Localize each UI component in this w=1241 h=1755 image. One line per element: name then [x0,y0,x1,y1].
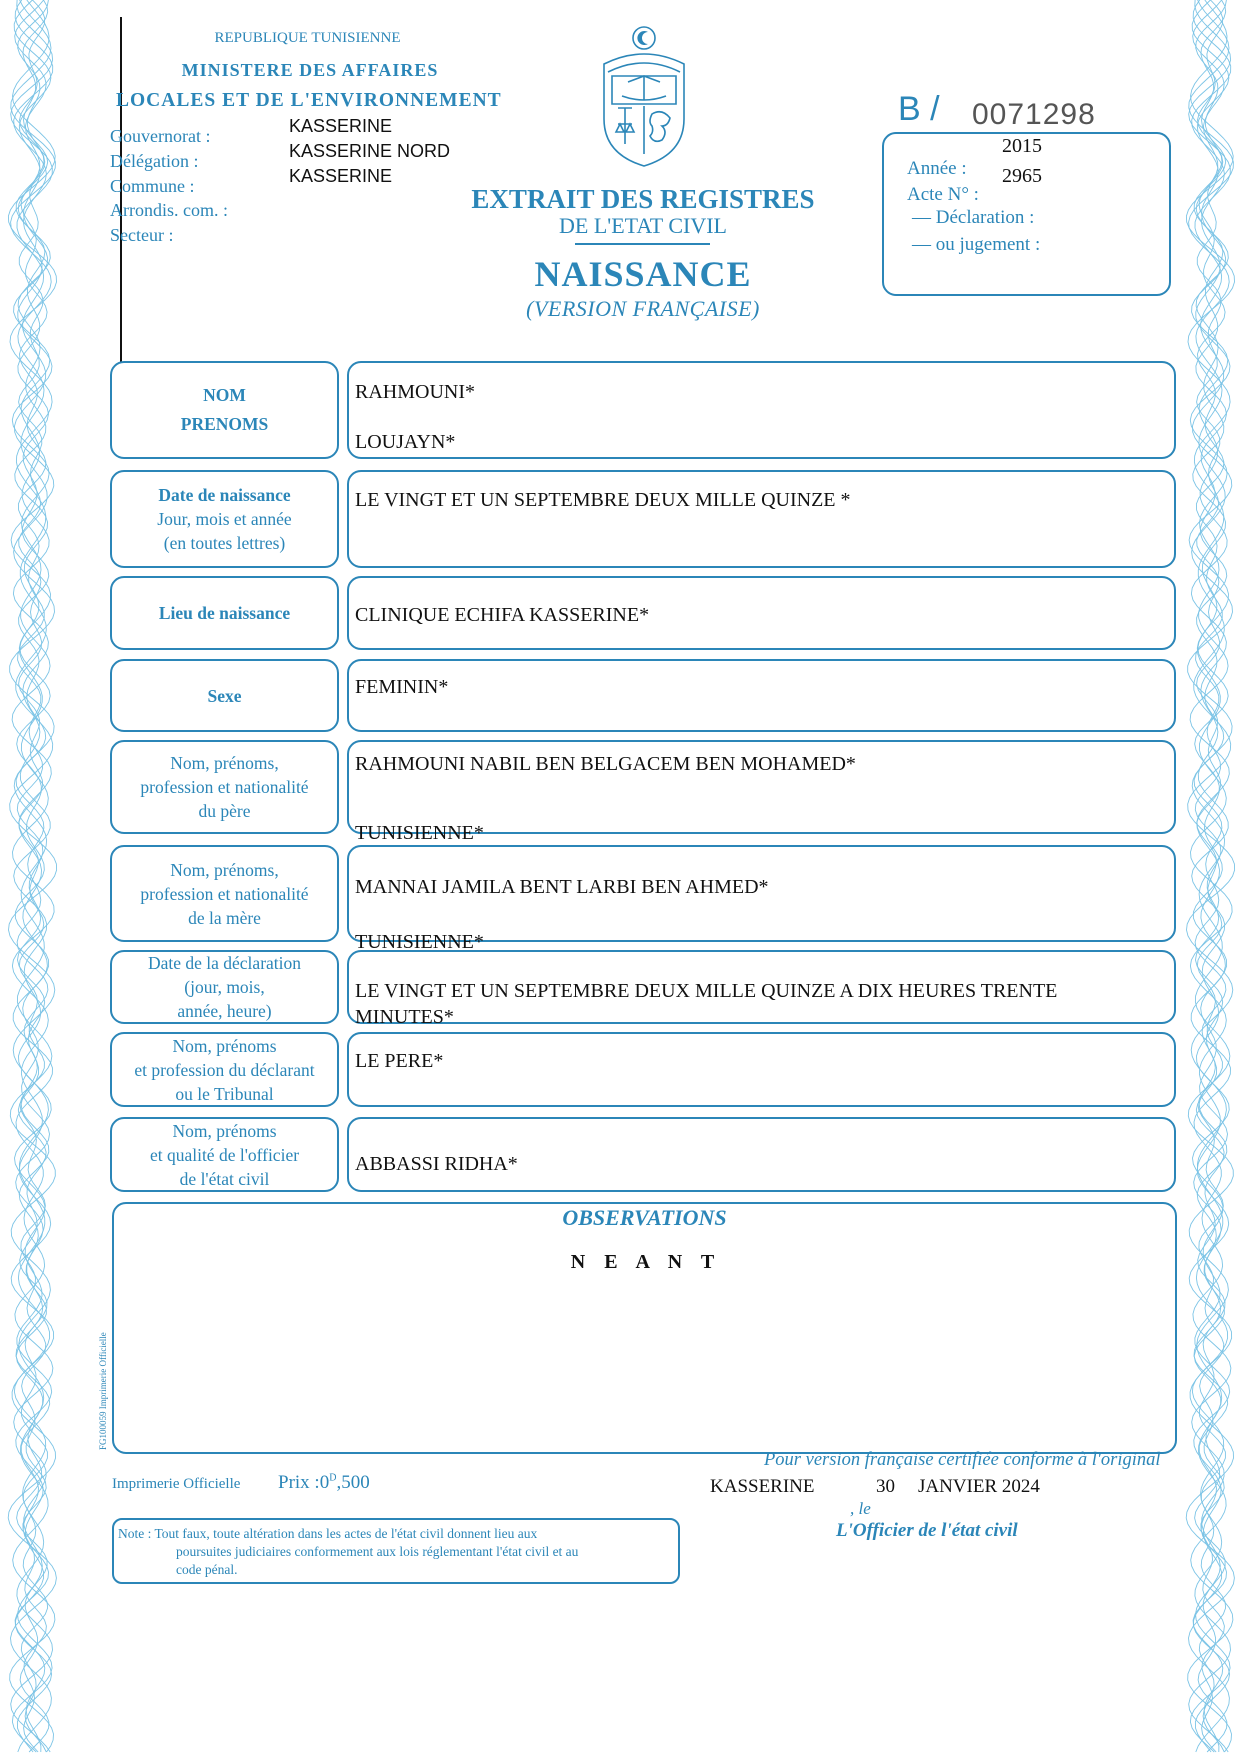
row-label-box [110,1032,339,1107]
observations-box [112,1202,1177,1454]
issue-day: 30 [876,1476,895,1497]
observations-value: N E A N T [570,1251,719,1273]
row-label-line: NOM [203,385,246,405]
row-label-line: (en toutes lettres) [163,533,286,553]
row-label-line: profession et nationalité [140,777,309,797]
declaration-label: — Déclaration : [912,207,1035,228]
row-value-box [347,1032,1176,1107]
note-line2: poursuites judiciaires conformement aux lois réglementant l'état civil et au [176,1544,579,1559]
acte-number-label: Acte N° : [907,184,979,205]
note-line1: Note : Tout faux, toute altération dans les actes de l'état civil donnent lieu aux [118,1526,538,1541]
row-label-line: ou le Tribunal [175,1083,274,1104]
certified-statement: Pour version française certifiée conforme à l'original [764,1450,1161,1470]
row-value: ABBASSI RIDHA* [355,1153,518,1175]
row-label-line: et profession du déclarant [134,1059,315,1080]
issue-le: , le [850,1499,871,1518]
row-label-line: Nom, prénoms [172,1120,277,1141]
row-label-line: PRENOMS [180,414,269,434]
row-label-box [110,950,339,1024]
row-label-line: Jour, mois et année [157,509,292,529]
guilloche-border-left [0,0,65,1755]
title-divider [575,243,710,245]
row-label-box [110,845,339,942]
row-value-box [347,470,1176,568]
row-label-box [110,1117,339,1192]
row-label-box [110,470,339,568]
printer-name: Imprimerie Officielle [112,1476,241,1492]
row-label-box [110,659,339,732]
price-prefix: Prix :0 [278,1472,330,1493]
row-value: CLINIQUE ECHIFA KASSERINE* [355,604,650,626]
label-commune: Commune : [110,176,195,196]
ministry-line2: LOCALES ET DE L'ENVIRONNEMENT [116,90,502,111]
row-label-line: Nom, prénoms [172,1035,277,1056]
serial-prefix: B / [898,90,940,128]
price-suffix: ,500 [336,1472,370,1493]
observations-title: OBSERVATIONS [562,1205,727,1230]
row-value: LE VINGT ET UN SEPTEMBRE DEUX MILLE QUINZE A DIX HEURES TRENTE [355,980,1058,1002]
row-value: RAHMOUNI NABIL BEN BELGACEM BEN MOHAMED* [355,753,856,775]
row-value-box [347,659,1176,732]
row-label-line: Nom, prénoms, [170,859,279,880]
price-sup: D [329,1472,337,1484]
row-label-line: (jour, mois, [184,977,265,997]
price [278,1472,370,1494]
row-label-line: du père [198,801,251,821]
value-commune: KASSERINE [289,166,393,186]
row-value: LE PERE* [355,1050,444,1072]
row-value: FEMININ* [355,676,449,698]
acte-number-value: 2965 [1002,165,1042,187]
row-label-line: Nom, prénoms, [170,753,279,773]
row-label-line: profession et nationalité [140,883,309,904]
guilloche-border-right [1180,0,1241,1755]
row-label-line: de l'état civil [179,1168,270,1189]
officer-signature-label: L'Officier de l'état civil [836,1520,1018,1541]
annee-value: 2015 [1002,135,1042,157]
title-line2: DE L'ETAT CIVIL [559,213,727,238]
row-value: MANNAI JAMILA BENT LARBI BEN AHMED* [355,876,769,898]
note-line3: code pénal. [176,1562,238,1577]
row-label-line: Date de naissance [158,485,291,505]
row-label-box [110,361,339,459]
row-label-line: de la mère [188,907,261,928]
republic-heading: REPUBLIQUE TUNISIENNE [214,30,401,46]
row-label-box [110,576,339,650]
row-value: RAHMOUNI* [355,381,475,403]
row-label-line: et qualité de l'officier [149,1144,300,1165]
label-delegation: Délégation : [110,151,199,171]
ministry-line1: MINISTERE DES AFFAIRES [181,60,439,80]
label-secteur: Secteur : [110,225,174,245]
issue-month-year: JANVIER 2024 [918,1476,1040,1497]
annee-label: Année : [907,158,967,179]
issue-place: KASSERINE [710,1476,815,1497]
row-value: TUNISIENNE* [355,822,484,844]
document-type-title: NAISSANCE [534,254,752,294]
title-line1: EXTRAIT DES REGISTRES [471,184,815,214]
label-arrondissement: Arrondis. com. : [110,200,228,220]
row-value: LE VINGT ET UN SEPTEMBRE DEUX MILLE QUINZE * [355,489,851,511]
row-label-line: Date de la déclaration [147,953,302,973]
side-imprint: FG100059 Imprimerie Officielle [98,1332,108,1450]
row-value: MINUTES* [355,1006,454,1028]
row-label-line: année, heure) [177,1001,272,1021]
coat-of-arms-icon [598,24,690,170]
row-label-line: Sexe [207,685,242,706]
row-value: LOUJAYN* [355,431,456,453]
serial-number: 0071298 [972,98,1096,131]
version-label: (VERSION FRANÇAISE) [526,296,760,321]
label-gouvernorat: Gouvernorat : [110,126,211,146]
value-gouvernorat: KASSERINE [289,116,393,136]
row-label-box [110,740,339,834]
value-delegation: KASSERINE NORD [289,141,451,161]
row-value: TUNISIENNE* [355,931,484,953]
row-value-box [347,361,1176,459]
jugement-label: — ou jugement : [912,234,1041,255]
row-label-line: Lieu de naissance [158,603,291,623]
